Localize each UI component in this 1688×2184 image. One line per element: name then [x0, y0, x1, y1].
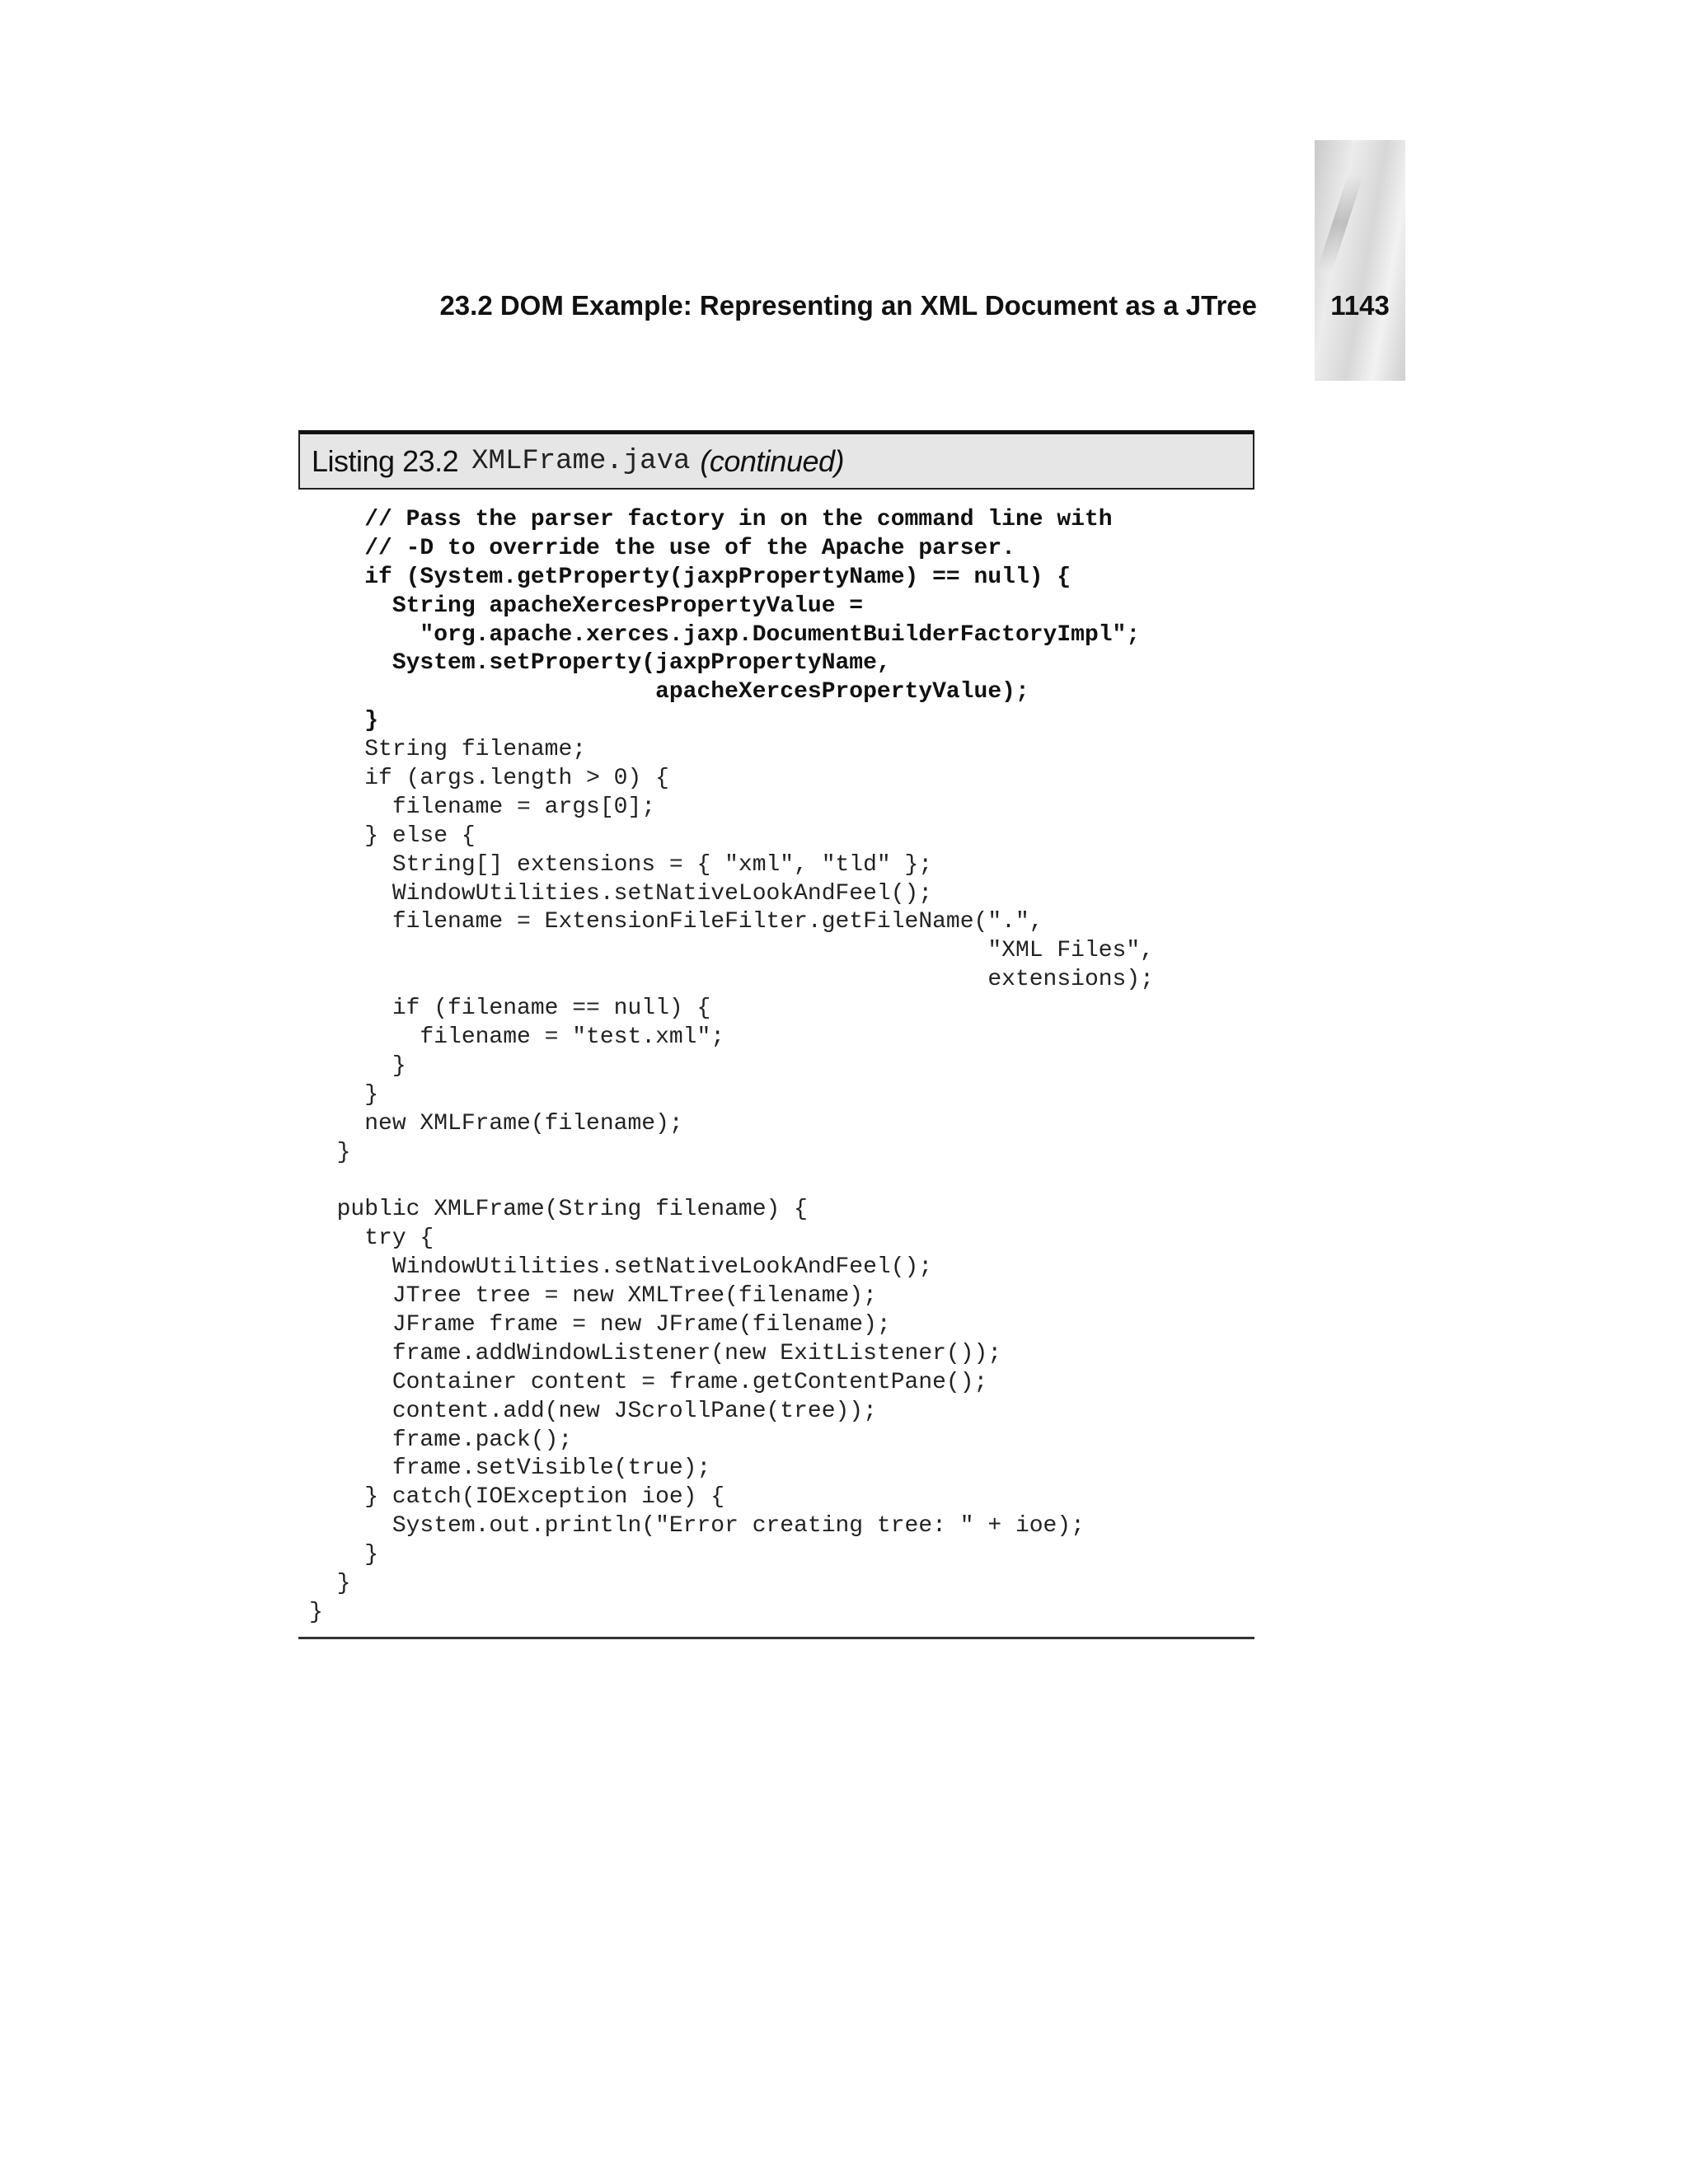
code-line: if (args.length > 0) {	[309, 766, 669, 792]
code-line: "org.apache.xerces.jaxp.DocumentBuilderFactoryImpl";	[309, 621, 1141, 648]
listing-label: Listing 23.2	[312, 443, 459, 478]
code-line: JFrame frame = new JFrame(filename);	[309, 1311, 891, 1338]
code-line: }	[309, 1570, 351, 1596]
code-line: frame.setVisible(true);	[309, 1455, 711, 1482]
code-line: JTree tree = new XMLTree(filename);	[309, 1283, 877, 1310]
code-line: // -D to override the use of the Apache parser.	[309, 535, 1015, 561]
code-line: } else {	[309, 823, 476, 849]
code-line: }	[309, 1052, 406, 1079]
code-line: }	[309, 1599, 323, 1625]
code-line: new XMLFrame(filename);	[309, 1110, 683, 1137]
code-line: WindowUtilities.setNativeLookAndFeel();	[309, 880, 933, 907]
code-line: System.out.println("Error creating tree: " + ioe);	[309, 1513, 1085, 1540]
code-line: }	[309, 1139, 351, 1165]
code-line: String filename;	[309, 737, 587, 763]
code-line: frame.addWindowListener(new ExitListener());	[309, 1340, 1002, 1366]
code-line	[309, 1167, 1257, 1196]
code-line: }	[309, 1542, 379, 1568]
thumb-tab-decoration	[1315, 140, 1405, 381]
code-line: String apacheXercesPropertyValue =	[309, 593, 864, 619]
code-line: filename = "test.xml";	[309, 1024, 725, 1051]
code-line: // Pass the parser factory in on the command line with	[309, 507, 1113, 532]
code-listing	[309, 506, 1257, 1628]
code-line: extensions);	[309, 967, 1154, 993]
code-line: System.setProperty(jaxpPropertyName,	[309, 650, 891, 677]
listing-header	[298, 430, 1254, 490]
code-line: }	[309, 708, 379, 734]
code-line: WindowUtilities.setNativeLookAndFeel();	[309, 1254, 933, 1281]
code-line: filename = ExtensionFileFilter.getFileName(".",	[309, 909, 1043, 935]
listing-bottom-rule	[298, 1637, 1254, 1639]
code-line: if (filename == null) {	[309, 996, 711, 1022]
code-line: if (System.getProperty(jaxpPropertyName) == null) {	[309, 564, 1071, 590]
code-line: }	[309, 1081, 379, 1108]
code-line: frame.pack();	[309, 1427, 573, 1453]
code-line: Container content = frame.getContentPane();	[309, 1369, 988, 1395]
page-number: 1143	[1330, 290, 1390, 321]
code-line: } catch(IOException ioe) {	[309, 1484, 725, 1511]
running-head-title: 23.2 DOM Example: Representing an XML Document as a JTree	[439, 290, 1257, 321]
code-line: apacheXercesPropertyValue);	[309, 679, 1029, 705]
code-line: filename = args[0];	[309, 794, 656, 820]
code-line: try {	[309, 1226, 434, 1252]
code-line: public XMLFrame(String filename) {	[309, 1197, 808, 1223]
listing-note: (continued)	[700, 443, 844, 478]
code-line: String[] extensions = { "xml", "tld" };	[309, 851, 933, 878]
listing-filename: XMLFrame.java	[471, 445, 691, 477]
code-line: "XML Files",	[309, 938, 1154, 964]
code-line: content.add(new JScrollPane(tree));	[309, 1398, 877, 1424]
